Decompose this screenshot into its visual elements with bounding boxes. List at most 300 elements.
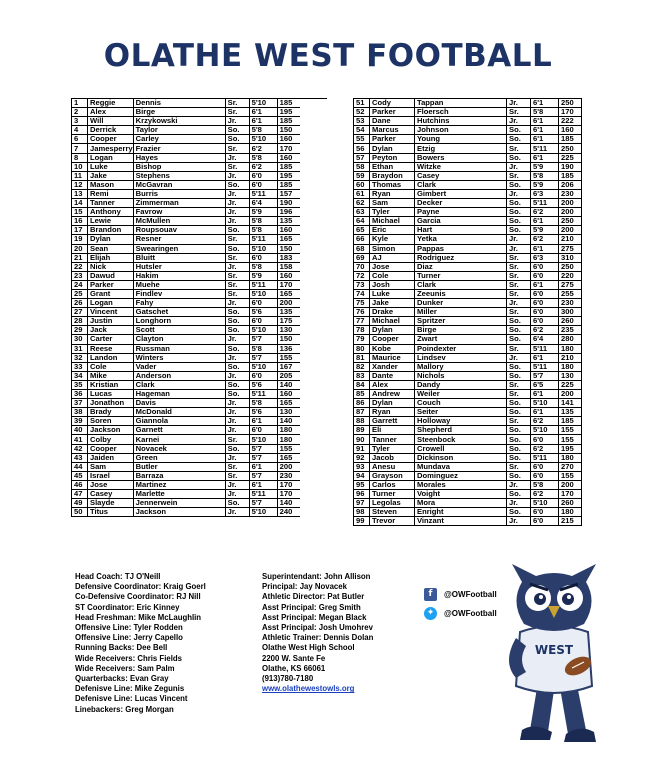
player-weight: 200 [559,390,582,399]
player-height: 6'0 [249,317,277,326]
player-height: 5'8 [249,217,277,226]
player-first: Cole [88,362,134,371]
player-last: Dickinson [415,453,507,462]
roster-row [72,280,328,289]
player-last: Poindexter [415,344,507,353]
roster-row [354,335,582,344]
player-year: Jr. [225,262,249,271]
column-gap [300,244,327,253]
player-year: So. [225,317,249,326]
roster-row [72,390,328,399]
player-first: Cooper [88,135,134,144]
player-height: 5'11 [531,344,559,353]
player-weight: 170 [277,144,300,153]
roster-row [354,153,582,162]
roster-table-left [71,98,327,517]
player-weight: 250 [559,262,582,271]
player-height: 5'7 [249,335,277,344]
player-height: 6'1 [531,353,559,362]
player-year: Sr. [507,108,531,117]
player-height: 5'6 [249,408,277,417]
player-year: Jr. [507,244,531,253]
player-weight: 185 [559,135,582,144]
player-number: 42 [72,444,88,453]
facebook-handle: @OWFootball [444,589,497,599]
player-height: 5'10 [249,508,277,517]
player-first: Jose [88,480,134,489]
player-year: Sr. [507,253,531,262]
twitter-link[interactable] [424,606,497,620]
player-number: 89 [354,426,370,435]
roster-row [72,126,328,135]
player-height: 5'10 [249,289,277,298]
player-height: 6'4 [249,199,277,208]
player-last: Johnson [415,126,507,135]
player-year: So. [225,380,249,389]
player-year: Sr. [507,462,531,471]
player-weight: 200 [277,462,300,471]
player-year: So. [225,244,249,253]
player-height: 6'1 [531,280,559,289]
player-weight: 260 [559,317,582,326]
player-last: Marlette [133,490,225,499]
player-year: Sr. [225,144,249,153]
player-first: Garrett [370,417,415,426]
column-gap [300,480,327,489]
player-first: Michael [370,217,415,226]
player-height: 6'1 [531,135,559,144]
player-height: 5'8 [249,399,277,408]
roster-row [354,471,582,480]
player-year: So. [507,317,531,326]
player-last: Favrow [133,208,225,217]
player-last: Gimbert [415,189,507,198]
player-number: 4 [72,126,88,135]
twitter-icon: ✦ [424,607,437,620]
player-weight: 185 [277,162,300,171]
column-gap [300,135,327,144]
admin-entry: Athletic Director: Pat Butler [262,592,365,602]
roster-row [354,317,582,326]
player-height: 6'0 [249,171,277,180]
player-first: Ryan [370,189,415,198]
player-height: 5'11 [249,490,277,499]
coach-entry: Wide Receivers: Chris Fields [75,653,182,663]
player-height: 5'11 [531,144,559,153]
player-height: 5'10 [249,244,277,253]
player-first: Jaiden [88,453,134,462]
player-last: Clayton [133,335,225,344]
player-weight: 155 [559,426,582,435]
player-last: Clark [133,380,225,389]
roster-row [72,217,328,226]
player-first: Kyle [370,235,415,244]
player-number: 29 [72,326,88,335]
player-first: Slayde [88,499,134,508]
player-first: Grant [88,289,134,298]
player-last: Vinzant [415,517,507,526]
player-first: Josh [370,280,415,289]
player-weight: 160 [277,153,300,162]
player-last: Turner [415,271,507,280]
roster-row [72,417,328,426]
player-height: 5'10 [531,399,559,408]
player-number: 37 [72,399,88,408]
player-last: McMullen [133,217,225,226]
player-height: 5'7 [249,353,277,362]
mascot-jersey-text: WEST [534,643,574,657]
player-first: Justin [88,317,134,326]
player-number: 58 [354,162,370,171]
player-number: 11 [72,171,88,180]
player-year: So. [507,135,531,144]
player-number: 14 [72,199,88,208]
player-number: 59 [354,171,370,180]
player-weight: 270 [559,462,582,471]
player-year: So. [507,217,531,226]
player-last: Nichols [415,371,507,380]
player-weight: 200 [559,208,582,217]
player-height: 5'10 [531,499,559,508]
player-last: Crowell [415,444,507,453]
player-weight: 195 [277,171,300,180]
player-number: 65 [354,226,370,235]
player-first: Eric [370,226,415,235]
player-number: 30 [72,335,88,344]
player-number: 97 [354,499,370,508]
player-number: 32 [72,353,88,362]
column-gap [300,344,327,353]
player-last: Fahy [133,299,225,308]
player-weight: 140 [277,380,300,389]
player-weight: 180 [277,426,300,435]
player-year: Jr. [225,453,249,462]
player-weight: 180 [277,435,300,444]
column-gap [300,353,327,362]
roster-row [72,362,328,371]
player-weight: 135 [277,308,300,317]
player-first: Dane [370,117,415,126]
player-number: 90 [354,435,370,444]
roster-row [72,144,328,153]
player-weight: 141 [559,399,582,408]
player-number: 24 [72,280,88,289]
roster-row [354,362,582,371]
roster-row [72,499,328,508]
roster-row [354,199,582,208]
player-height: 6'1 [249,417,277,426]
player-first: Parker [370,108,415,117]
player-weight: 170 [277,480,300,489]
player-number: 26 [72,299,88,308]
player-last: Gatschet [133,308,225,317]
player-weight: 165 [277,453,300,462]
player-year: Jr. [507,499,531,508]
player-height: 6'2 [531,235,559,244]
roster-row [354,253,582,262]
player-last: Mora [415,499,507,508]
player-number: 10 [72,162,88,171]
player-height: 5'6 [249,380,277,389]
player-weight: 136 [277,344,300,353]
player-height: 6'0 [249,426,277,435]
column-gap [300,299,327,308]
player-year: So. [507,126,531,135]
player-height: 6'1 [249,462,277,471]
player-number: 23 [72,271,88,280]
player-number: 66 [354,235,370,244]
player-weight: 155 [559,435,582,444]
player-first: Braydon [370,171,415,180]
player-weight: 300 [559,308,582,317]
column-gap [300,399,327,408]
player-number: 76 [354,308,370,317]
column-gap [300,117,327,126]
coach-entry: ST Coordinator: Eric Kinney [75,602,180,612]
player-year: Sr. [507,262,531,271]
player-number: 31 [72,344,88,353]
roster-row [354,226,582,235]
player-number: 3 [72,117,88,126]
player-weight: 185 [277,99,300,108]
player-weight: 130 [277,408,300,417]
player-number: 72 [354,271,370,280]
roster-row [354,189,582,198]
player-number: 17 [72,226,88,235]
player-first: Colby [88,435,134,444]
player-number: 39 [72,417,88,426]
player-weight: 220 [559,271,582,280]
player-number: 47 [72,490,88,499]
roster-row [354,271,582,280]
player-last: Russman [133,344,225,353]
player-first: Anesu [370,462,415,471]
player-year: Sr. [507,289,531,298]
player-year: So. [507,199,531,208]
coach-entry: Quarterbacks: Evan Gray [75,674,169,684]
column-gap [300,180,327,189]
player-last: Couch [415,399,507,408]
player-number: 93 [354,462,370,471]
player-height: 6'1 [249,108,277,117]
player-last: Lindsev [415,353,507,362]
player-year: Jr. [225,208,249,217]
player-height: 6'3 [531,189,559,198]
column-gap [300,99,327,108]
player-weight: 196 [277,208,300,217]
player-year: So. [225,126,249,135]
player-first: Jack [88,326,134,335]
player-height: 6'4 [531,335,559,344]
player-first: Steven [370,508,415,517]
roster-row [72,135,328,144]
facebook-icon: f [424,588,437,601]
roster-row [72,299,328,308]
player-height: 5'9 [249,271,277,280]
roster-row [72,289,328,298]
player-last: Bishop [133,162,225,171]
player-year: Jr. [507,117,531,126]
facebook-link[interactable] [424,587,497,601]
player-last: Birge [133,108,225,117]
player-weight: 165 [277,399,300,408]
player-first: Casey [88,490,134,499]
player-year: So. [225,308,249,317]
roster-row [72,399,328,408]
player-last: Dominguez [415,471,507,480]
player-last: Jennerwein [133,499,225,508]
roster-row [354,399,582,408]
player-number: 54 [354,126,370,135]
player-first: Grayson [370,471,415,480]
player-height: 5'10 [249,435,277,444]
player-height: 6'2 [249,144,277,153]
player-first: Nick [88,262,134,271]
player-number: 44 [72,462,88,471]
player-weight: 255 [559,289,582,298]
player-first: Andrew [370,390,415,399]
player-number: 80 [354,344,370,353]
column-gap [300,362,327,371]
player-last: Carley [133,135,225,144]
roster-row [354,299,582,308]
player-weight: 155 [277,444,300,453]
player-first: Marcus [370,126,415,135]
player-first: Landon [88,353,134,362]
player-year: Sr. [507,390,531,399]
player-weight: 185 [559,171,582,180]
column-gap [300,208,327,217]
player-year: Sr. [225,435,249,444]
player-last: Findlev [133,289,225,298]
twitter-handle: @OWFootball [444,608,497,618]
player-height: 5'8 [249,344,277,353]
player-height: 6'0 [531,471,559,480]
roster-row [354,117,582,126]
player-height: 6'0 [531,317,559,326]
player-number: 33 [72,362,88,371]
player-last: McDonald [133,408,225,417]
website-link[interactable]: www.olathewestowls.org [262,684,355,694]
player-year: Jr. [507,299,531,308]
column-gap [300,271,327,280]
player-last: Diaz [415,262,507,271]
roster-row [354,171,582,180]
player-weight: 160 [559,126,582,135]
player-number: 35 [72,380,88,389]
roster-row [354,462,582,471]
player-number: 51 [354,99,370,108]
player-weight: 200 [559,226,582,235]
player-first: Tyler [370,444,415,453]
player-first: Tyler [370,208,415,217]
column-gap [300,126,327,135]
player-first: Will [88,117,134,126]
player-first: Derrick [88,126,134,135]
roster-row [72,353,328,362]
player-year: So. [507,471,531,480]
roster-row [354,289,582,298]
player-first: Dylan [370,144,415,153]
player-first: Parker [88,280,134,289]
player-weight: 165 [277,235,300,244]
coach-entry: Offensive Line: Jerry Capello [75,633,183,643]
player-height: 6'0 [531,271,559,280]
roster-row [354,208,582,217]
player-height: 6'0 [531,308,559,317]
player-year: Jr. [507,162,531,171]
player-height: 5'8 [531,480,559,489]
roster-row [72,490,328,499]
player-last: Casey [415,171,507,180]
player-last: Vader [133,362,225,371]
player-year: Sr. [225,235,249,244]
player-number: 46 [72,480,88,489]
player-weight: 183 [277,253,300,262]
player-last: Birge [415,326,507,335]
roster-row [354,417,582,426]
player-year: Sr. [225,271,249,280]
player-height: 5'8 [249,226,277,235]
player-height: 5'9 [531,226,559,235]
coach-entry: Head Coach: TJ O'Neill [75,572,161,581]
player-year: So. [507,435,531,444]
player-height: 6'0 [249,299,277,308]
player-year: So. [507,490,531,499]
player-number: 15 [72,208,88,217]
player-first: Cole [370,271,415,280]
player-weight: 130 [277,326,300,335]
coach-entry: Defensive Coordinator: Kraig Goerl [75,582,206,592]
roster-row [72,199,328,208]
player-last: Clark [415,180,507,189]
player-number: 43 [72,453,88,462]
player-weight: 250 [559,144,582,153]
column-gap [300,171,327,180]
player-last: Bowers [415,153,507,162]
player-last: Barraza [133,471,225,480]
player-last: Hutsler [133,262,225,271]
player-weight: 180 [559,362,582,371]
roster-row [72,371,328,380]
player-last: Zeeunis [415,289,507,298]
player-first: Eli [370,426,415,435]
player-last: Zwart [415,335,507,344]
player-year: Sr. [225,108,249,117]
player-last: Mallory [415,362,507,371]
roster-row [72,253,328,262]
player-height: 6'2 [531,490,559,499]
roster-row [354,99,582,108]
player-first: Carlos [370,480,415,489]
player-first: Elijah [88,253,134,262]
player-weight: 160 [277,226,300,235]
player-weight: 185 [277,117,300,126]
player-height: 5'9 [249,208,277,217]
player-first: Reese [88,344,134,353]
player-last: Roupsouav [133,226,225,235]
column-gap [300,217,327,226]
player-year: Sr. [225,162,249,171]
player-height: 5'8 [249,262,277,271]
column-gap [300,289,327,298]
player-weight: 275 [559,244,582,253]
admin-entry: Asst Principal: Megan Black [262,612,367,622]
player-weight: 180 [559,453,582,462]
player-number: 22 [72,262,88,271]
column-gap [300,153,327,162]
player-number: 74 [354,289,370,298]
